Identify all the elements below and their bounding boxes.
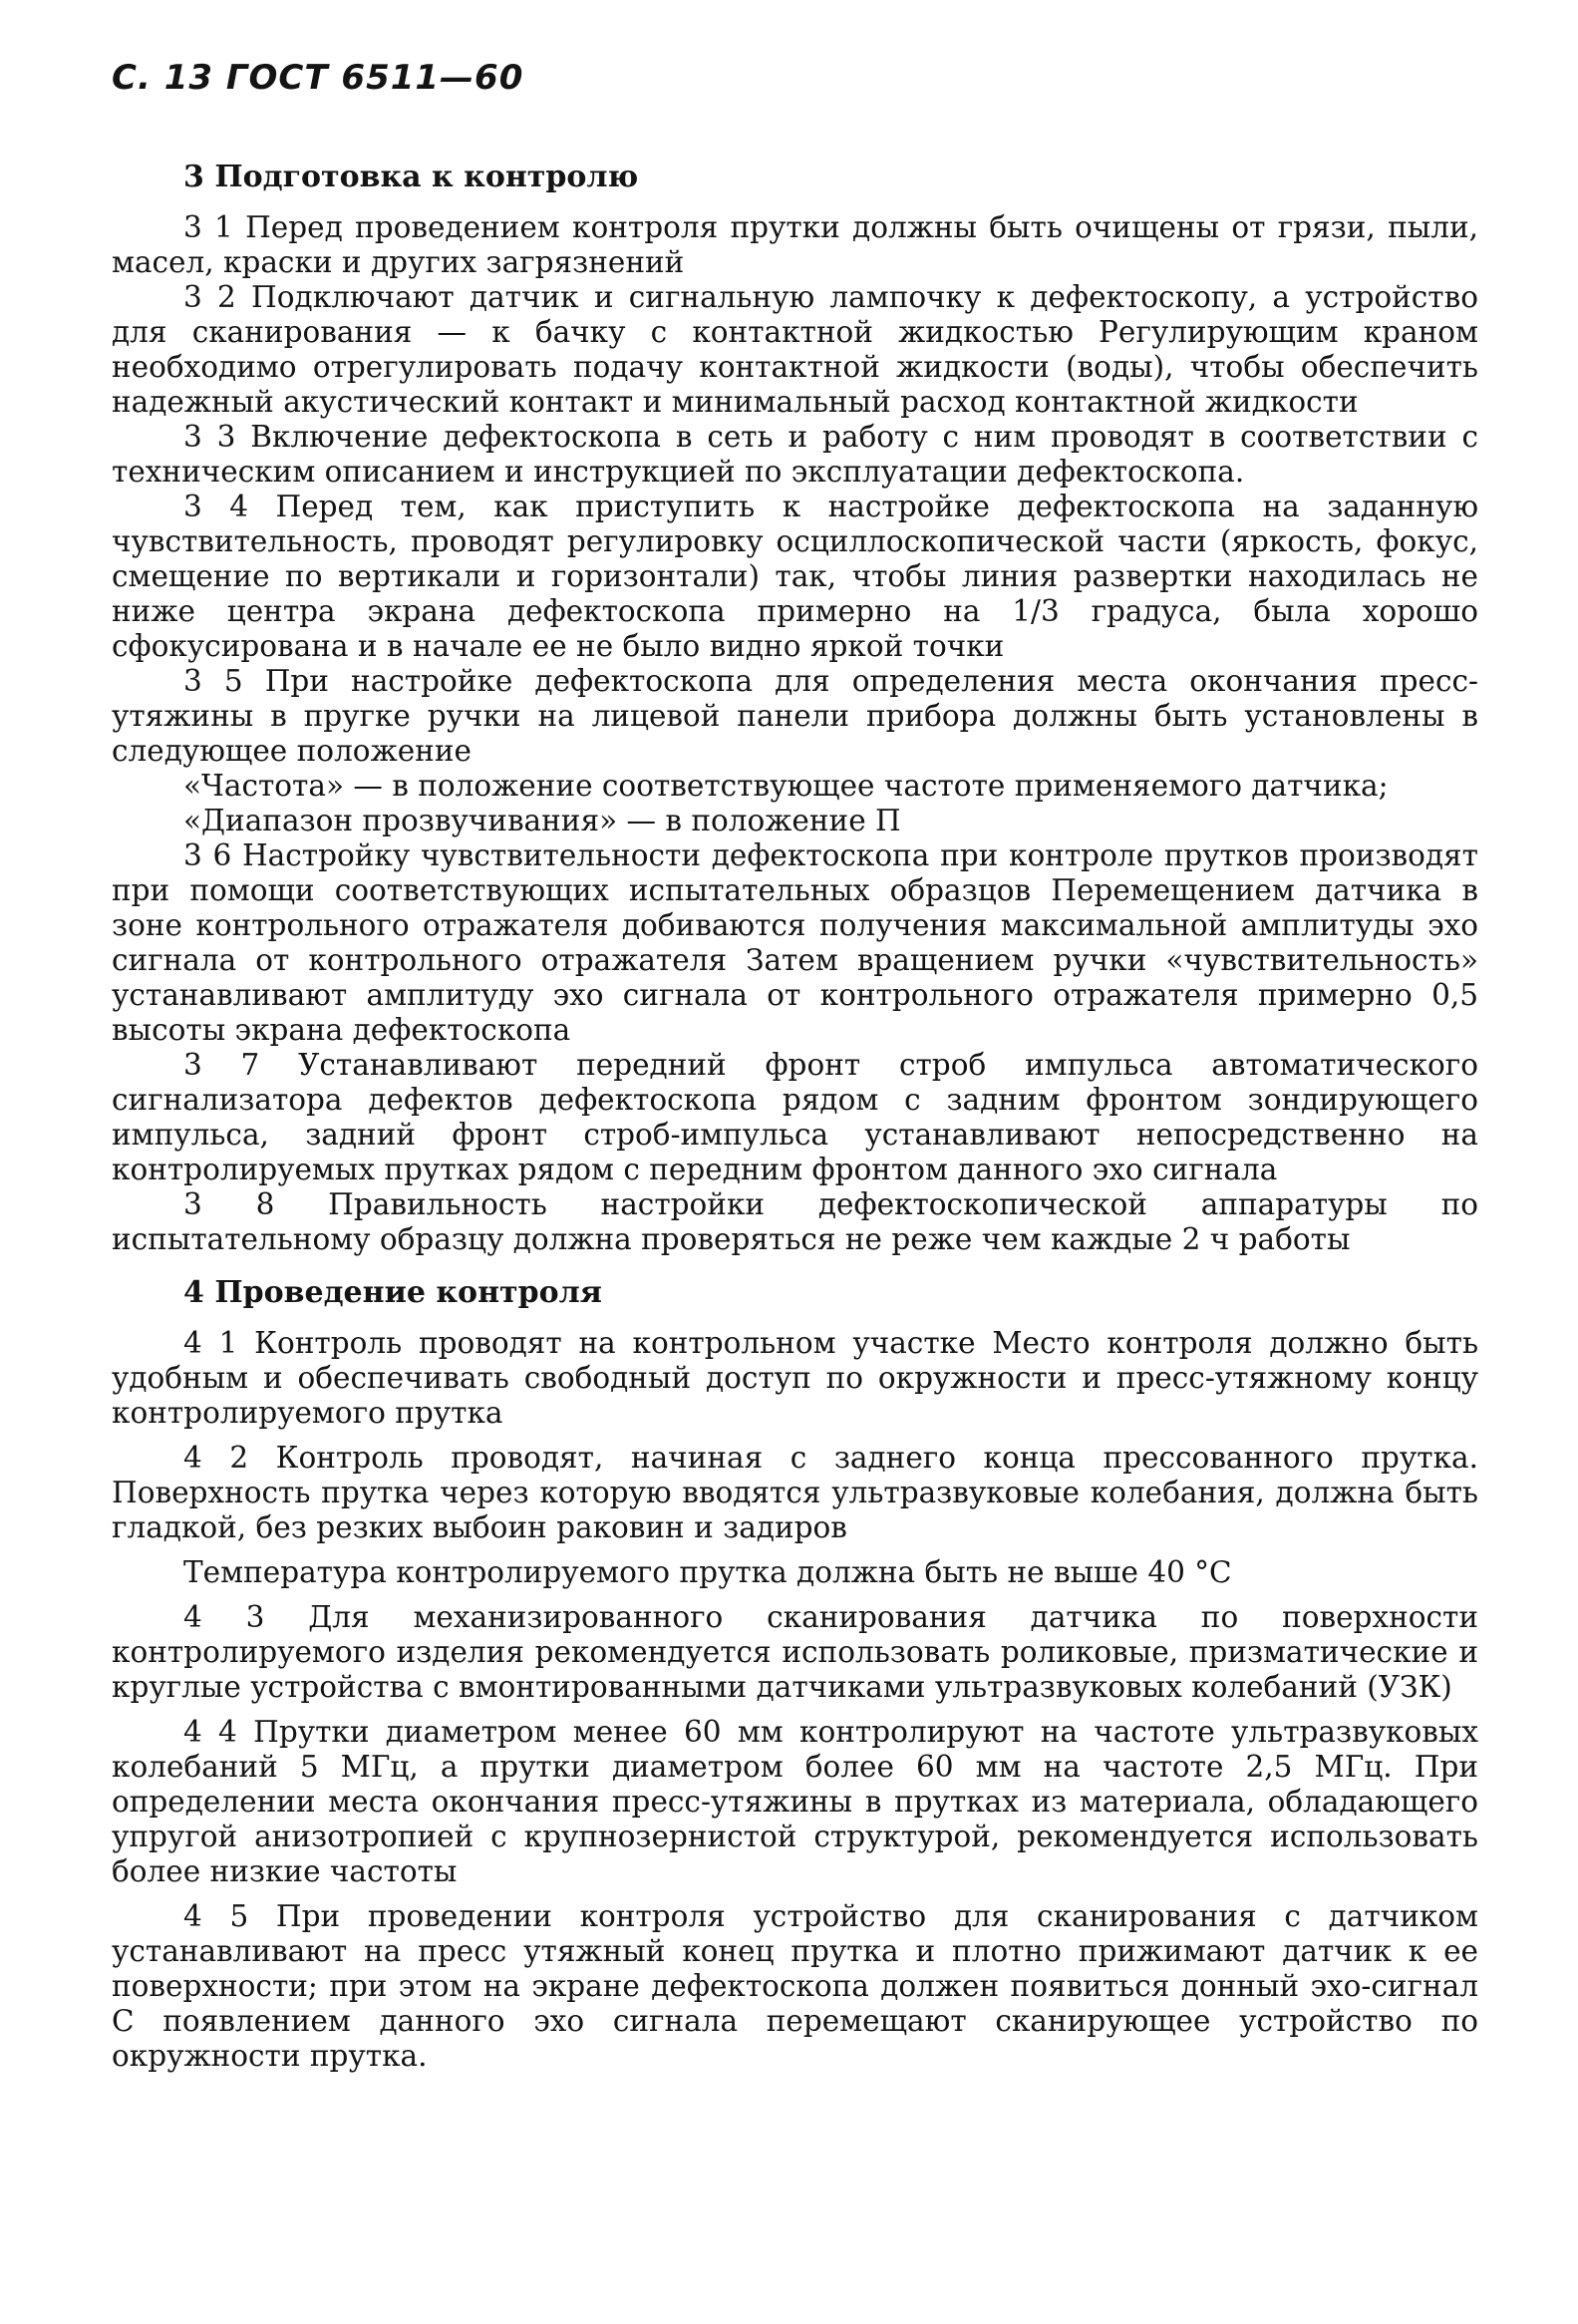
paragraph-3-7: 3 7 Устанавливают передний фронт строб импульса автоматического сигнализатора дефектов дефектоскопа рядом с задним фронтом зондирующего импульса, задний фронт строб-импульса устанавливают непосредственно на контролируемых прутках рядом с передним фронтом данного эхо сигнала (112, 1048, 1478, 1186)
paragraph-4-2: 4 2 Контроль проводят, начиная с заднего конца прессованного прутка. Поверхность прутка через которую вводятся ультразвуковые колебания, должна быть гладкой, без резких выбоин раковин и задиров (112, 1441, 1478, 1544)
paragraph-4-2-temperature: Температура контролируемого прутка должна быть не выше 40 °С (183, 1555, 1232, 1589)
page-header: С. 13 ГОСТ 6511—60 (112, 58, 524, 98)
paragraph-3-3: 3 3 Включение дефектоскопа в сеть и работу с ним проводят в соответствии с техническим описанием и инструкцией по эксплуатации дефектоскопа. (112, 420, 1478, 489)
section-3-heading: 3 Подготовка к контролю (183, 160, 639, 194)
paragraph-3-2: 3 2 Подключают датчик и сигнальную лампочку к дефектоскопу, а устройство для сканирования — к бачку с контактной жидкостью Регулирующим краном необходимо отрегулировать подачу контактной жидкости (воды), чтобы обеспечить надежный акустический контакт и минимальный расход контактной жидкости (112, 280, 1478, 419)
paragraph-3-5-item-frequency: «Частота» — в положение соответствующее частоте применяемого датчика; (183, 769, 1389, 803)
paragraph-3-5-item-range: «Диапазон прозвучивания» — в положение П (183, 804, 901, 837)
paragraph-4-1: 4 1 Контроль проводят на контрольном участке Место контроля должно быть удобным и обеспечивать свободный доступ по окружности и пресс-утяжному концу контролируемого прутка (112, 1326, 1478, 1430)
paragraph-3-1: 3 1 Перед проведением контроля прутки должны быть очищены от грязи, пыли, масел, краски и других загрязнений (112, 210, 1478, 279)
paragraph-3-6: 3 6 Настройку чувствительности дефектоскопа при контроле прутков производят при помощи соответствующих испытательных образцов Перемещением датчика в зоне контрольного отражателя добиваются получения максимальной амплитуды эхо сигнала от контрольного отражателя Затем вращением ручки «чувствительность» устанавливают амплитуду эхо сигнала от контрольного отражателя примерно 0,5 высоты экрана дефектоскопа (112, 838, 1478, 1047)
section-4-heading: 4 Проведение контроля (183, 1275, 602, 1310)
paragraph-3-8: 3 8 Правильность настройки дефектоскопической аппаратуры по испытательному образцу должна проверяться не реже чем каждые 2 ч работы (112, 1187, 1478, 1256)
paragraph-4-3: 4 3 Для механизированного сканирования датчика по поверхности контролируемого изделия рекомендуется использовать роликовые, призматические и круглые устройства с вмонтированными датчиками ультразвуковых колебаний (УЗК) (112, 1600, 1478, 1704)
paragraph-4-4: 4 4 Прутки диаметром менее 60 мм контролируют на частоте ультразвуковых колебаний 5 МГц, а прутки диаметром более 60 мм на частоте 2,5 МГц. При определении места окончания пресс-утяжины в прутках из материала, обладающего упругой анизотропией с крупнозернистой структурой, рекомендуется использовать более низкие частоты (112, 1715, 1478, 1888)
paragraph-3-5: 3 5 При настройке дефектоскопа для определения места окончания пресс-утяжины в пругке ручки на лицевой панели прибора должны быть установлены в следующее положение (112, 664, 1478, 768)
paragraph-3-4: 3 4 Перед тем, как приступить к настройке дефектоскопа на заданную чувствительность, проводят регулировку осциллоскопической части (яркость, фокус, смещение по вертикали и горизонтали) так, чтобы линия развертки находилась не ниже центра экрана дефектоскопа примерно на 1/3 градуса, была хорошо сфокусирована и в начале ее не было видно яркой точки (112, 490, 1478, 663)
paragraph-4-5: 4 5 При проведении контроля устройство для сканирования с датчиком устанавливают на пресс утяжный конец прутка и плотно прижимают датчик к ее поверхности; при этом на экране дефектоскопа должен появиться донный эхо-сигнал С появлением данного эхо сигнала перемещают сканирующее устройство по окружности прутка. (112, 1899, 1478, 2073)
